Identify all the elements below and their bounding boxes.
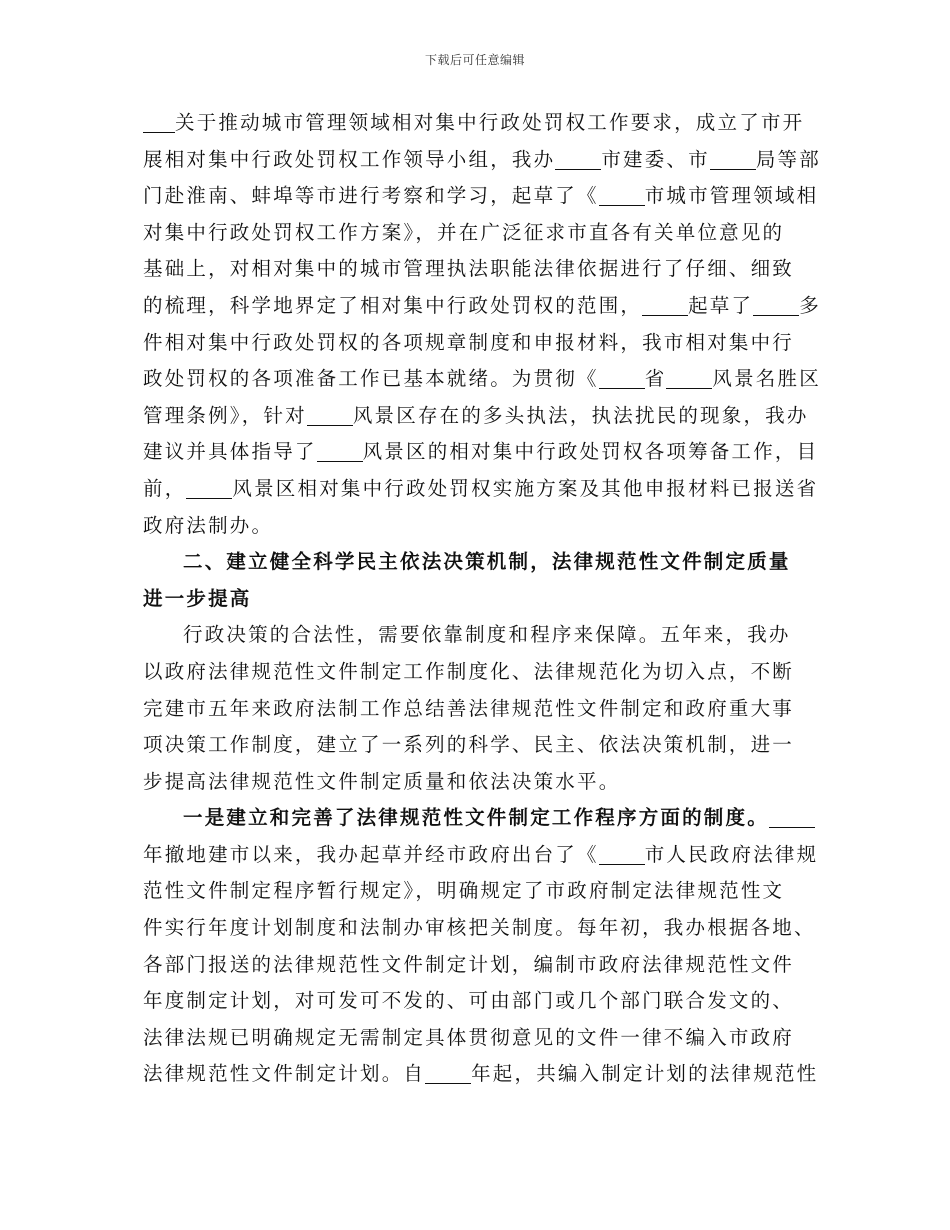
text-segment: 前， <box>143 476 187 500</box>
blank-underline <box>307 405 353 426</box>
paragraph-line <box>143 800 823 837</box>
paragraph-line: 步提高法律规范性文件制定质量和依法决策水平。 <box>143 769 621 793</box>
text-segment: 风景名胜区 <box>712 367 821 391</box>
paragraph-line: 行政决策的合法性，需要依靠制度和程序来保障。五年来，我办 <box>183 623 791 647</box>
text-segment: 起草了 <box>688 293 754 317</box>
blank-underline <box>753 295 799 316</box>
paragraph-line <box>143 178 823 215</box>
paragraph-line <box>143 288 823 325</box>
text-segment: 年撤地建市以来，我办起草并经市政府出台了《 <box>143 842 599 866</box>
blank-underline <box>642 295 688 316</box>
paragraph-line <box>143 1020 823 1057</box>
text-segment: 各部门报送的法律规范性文件制定计划，编制市政府法律规范性文件 <box>143 952 795 976</box>
text-segment: 件实行年度计划制度和法制办审核把关制度。每年初，我办根据各地、 <box>143 916 816 940</box>
paragraph-line <box>143 471 823 508</box>
blank-underline <box>425 1064 471 1085</box>
paragraph-line <box>143 434 823 471</box>
section-heading-continued: 进一步提高 <box>143 586 252 610</box>
paragraph-line <box>143 837 823 874</box>
paragraph-line <box>143 251 823 288</box>
text-segment: 基础上，对相对集中的城市管理执法职能法律依据进行了仔细、细致 <box>143 257 795 281</box>
section-heading: 二、建立健全科学民主依法决策机制，法律规范性文件制定质量 <box>183 550 791 574</box>
text-segment: 政府法制办。 <box>143 513 274 537</box>
text-segment: 关于推动城市管理领域相对集中行政处罚权工作要求，成立了市开 <box>175 111 805 134</box>
paragraph-line: 项决策工作制度，建立了一系列的科学、民主、依法决策机制，进一 <box>143 733 795 757</box>
text-segment: 展相对集中行政处罚权工作领导小组，我办 <box>143 147 556 171</box>
paragraph-line <box>143 508 823 545</box>
text-segment: 对集中行政处罚权工作方案》，并在广泛征求市直各有关单位意见的 <box>143 220 785 244</box>
blank-underline <box>769 808 815 829</box>
text-segment: 省 <box>644 367 667 391</box>
paragraph-line <box>143 105 823 142</box>
paragraph-line <box>143 910 823 947</box>
blank-underline <box>186 478 232 499</box>
paragraph-line <box>143 361 823 398</box>
paragraph-line <box>143 142 823 179</box>
blank-underline <box>710 149 756 170</box>
bold-lead: 一是建立和完善了法律规范性文件制定工作程序方面的制度。 <box>183 806 769 830</box>
text-segment: 市建委、市 <box>601 147 710 171</box>
blank-underline <box>317 442 363 463</box>
text-segment: 法律法规已明确规定无需制定具体贯彻意见的文件一律不编入市政府 <box>143 1025 795 1049</box>
text-segment: 局等部 <box>755 147 821 171</box>
paragraph-line: 完建市五年来政府法制工作总结善法律规范性文件制定和政府重大事 <box>143 696 795 720</box>
paragraph-line <box>143 1056 823 1093</box>
text-segment: 范性文件制定程序暂行规定》，明确规定了市政府制定法律规范性文 <box>143 879 785 903</box>
text-segment: 管理条例》，针对 <box>143 403 307 427</box>
text-segment: 的梳理，科学地界定了相对集中行政处罚权的范围， <box>143 293 643 317</box>
text-segment: 件相对集中行政处罚权的各项规章制度和申报材料，我市相对集中行 <box>143 330 795 354</box>
paragraph-line <box>143 325 823 362</box>
text-segment: 法律规范性文件制定计划。自 <box>143 1062 426 1086</box>
blank-underline <box>599 369 645 390</box>
text-segment: 多 <box>799 293 821 317</box>
paragraph-line <box>143 947 823 984</box>
paragraph-line: 以政府法律规范性文件制定工作制度化、法律规范化为切入点，不断 <box>143 659 795 683</box>
text-segment: 风景区的相对集中行政处罚权各项筹备工作，目 <box>362 440 819 464</box>
paragraph-line <box>143 873 823 910</box>
paragraph-line <box>143 983 823 1020</box>
text-segment: 政处罚权的各项准备工作已基本就绪。为贯彻《 <box>143 367 599 391</box>
text-segment: 年起，共编入制定计划的法律规范性 <box>471 1062 819 1086</box>
blank-underline <box>555 149 601 170</box>
document-body <box>143 105 823 1093</box>
blank-underline <box>143 113 175 134</box>
blank-underline <box>666 369 712 390</box>
text-segment: 门赴淮南、蚌埠等市进行考察和学习，起草了《 <box>143 184 599 208</box>
paragraph-continued <box>143 105 823 544</box>
text-segment: 建议并具体指导了 <box>143 440 317 464</box>
text-segment: 风景区相对集中行政处罚权实施方案及其他申报材料已报送省 <box>232 476 819 500</box>
text-segment: 市城市管理领域相 <box>644 184 819 208</box>
blank-underline <box>599 186 645 207</box>
page-header: 下载后可任意编辑 <box>424 53 525 67</box>
text-segment: 年度制定计划，对可发可不发的、可由部门或几个部门联合发文的、 <box>143 989 795 1013</box>
paragraph-continued <box>143 837 823 1093</box>
blank-underline <box>599 844 645 865</box>
text-segment: 市人民政府法律规 <box>644 842 819 866</box>
text-segment: 风景区存在的多头执法，执法扰民的现象，我办 <box>352 403 809 427</box>
paragraph-line <box>143 215 823 252</box>
paragraph-line <box>143 398 823 435</box>
